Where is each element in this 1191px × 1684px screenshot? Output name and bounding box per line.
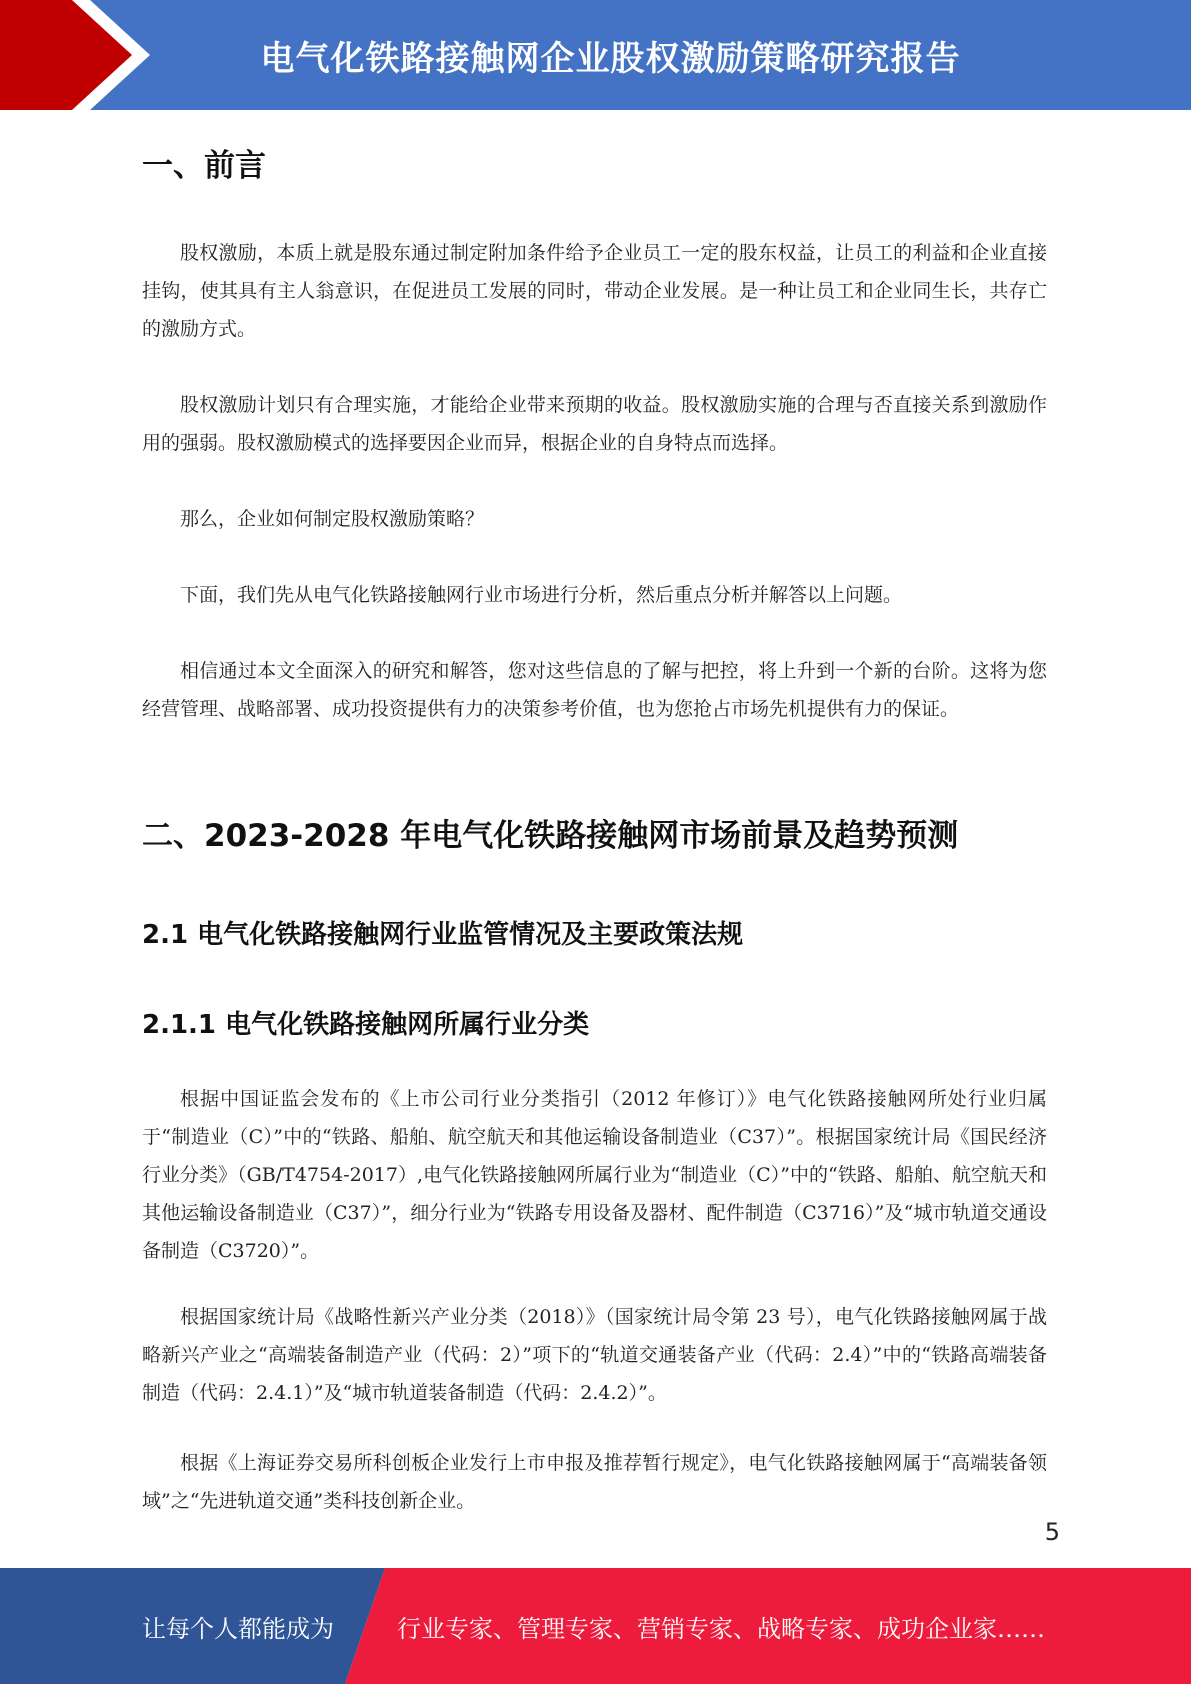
page-number: 5 — [1044, 1518, 1060, 1546]
footer-slogan-right: 行业专家、管理专家、营销专家、战略专家、成功企业家…… — [397, 1614, 1045, 1643]
report-title: 电气化铁路接触网企业股权激励策略研究报告 — [260, 38, 961, 79]
section-heading-market-forecast: 二、2023-2028 年电气化铁路接触网市场前景及趋势预测 — [142, 818, 959, 854]
paragraph: 下面，我们先从电气化铁路接触网行业市场进行分析，然后重点分析并解答以上问题。 — [180, 584, 903, 606]
paragraph: 股权激励，本质上就是股东通过制定附加条件给予企业员工一定的股东权益，让员工的利益和企业直接挂钩，使其具有主人翁意识，在促进员工发展的同时，带动企业发展。是一种让员工和企业同生长，共存亡的激励方式。 — [142, 242, 1047, 340]
header-arrow-decoration — [0, 0, 170, 110]
paragraph: 股权激励计划只有合理实施，才能给企业带来预期的收益。股权激励实施的合理与否直接关系到激励作用的强弱。股权激励模式的选择要因企业而异，根据企业的自身特点而选择。 — [142, 394, 1047, 454]
footer-slogan-left: 让每个人都能成为 — [142, 1614, 334, 1643]
paragraph: 相信通过本文全面深入的研究和解答，您对这些信息的了解与把控，将上升到一个新的台阶。这将为您经营管理、战略部署、成功投资提供有力的决策参考价值，也为您抢占市场先机提供有力的保证。 — [142, 660, 1047, 720]
header-banner — [0, 0, 1191, 110]
subsection-heading-classification: 2.1.1 电气化铁路接触网所属行业分类 — [142, 1010, 590, 1040]
paragraph: 根据中国证监会发布的《上市公司行业分类指引（2012 年修订）》电气化铁路接触网所处行业归属于“制造业（C）”中的“铁路、船舶、航空航天和其他运输设备制造业（C37）”。根据国家统计局《国民经济行业分类》（GB/T4754-2017）,电气化铁路接触网所属行业为“制造业（C）”中的“铁路、船舶、航空航天和其他运输设备制造业（C37）”，细分行业为“铁路专用设备及器材、配件制造（C3716）”及“城市轨道交通设备制造（C3720）”。 — [142, 1088, 1047, 1262]
paragraph: 根据《上海证券交易所科创板企业发行上市申报及推荐暂行规定》，电气化铁路接触网属于“高端装备领域”之“先进轨道交通”类科技创新企业。 — [142, 1452, 1047, 1512]
footer-banner — [0, 1568, 1191, 1684]
subsection-heading-regulation: 2.1 电气化铁路接触网行业监管情况及主要政策法规 — [142, 920, 744, 950]
paragraph: 根据国家统计局《战略性新兴产业分类（2018）》（国家统计局令第 23 号），电气化铁路接触网属于战略新兴产业之“高端装备制造产业（代码：2）”项下的“轨道交通装备产业（代码：2.4）”中的“铁路高端装备制造（代码：2.4.1）”及“城市轨道装备制造（代码：2.4.2）”。 — [142, 1306, 1047, 1404]
section-heading-preface: 一、前言 — [142, 148, 266, 184]
paragraph: 那么，企业如何制定股权激励策略？ — [180, 508, 485, 530]
